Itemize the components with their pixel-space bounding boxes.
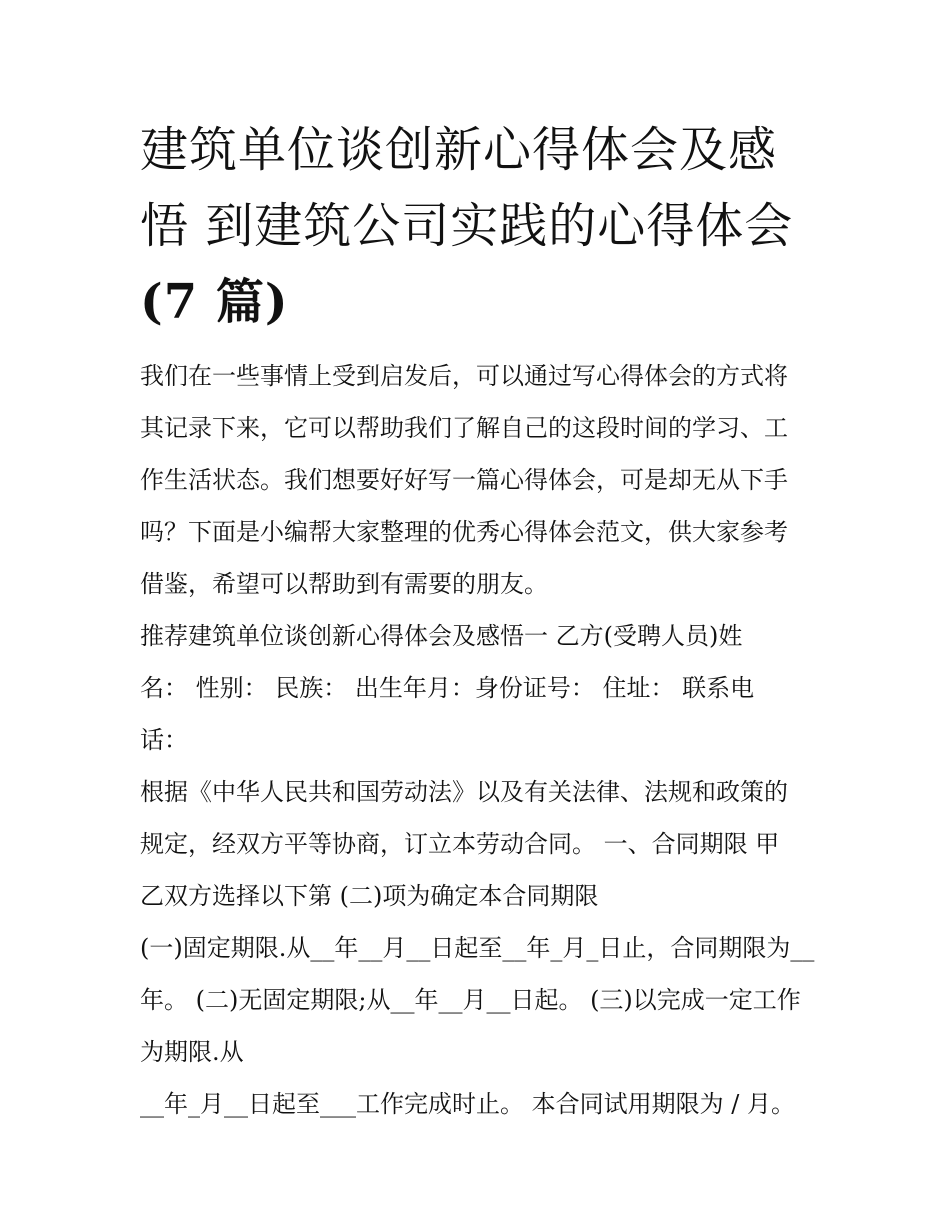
body-line-15: __年_月__日起至___工作完成时止。 本合同试用期限为 / 月。 [140,1090,795,1118]
body-line-3: 作生活状态。我们想要好好写一篇心得体会，可是却无从下手 [140,466,788,494]
body-line-12: (一)固定期限.从__年__月__日起至__年_月_日止，合同期限为__ [140,934,815,962]
body-line-14: 为期限.从 [140,1038,244,1066]
document-title [140,112,820,340]
body-line-1: 我们在一些事情上受到启发后，可以通过写心得体会的方式将 [140,362,788,390]
body-line-10: 规定，经双方平等协商，订立本劳动合同。 一、合同期限 甲 [140,830,780,858]
body-line-5: 借鉴，希望可以帮助到有需要的朋友。 [140,570,548,598]
body-line-7: 名： 性别： 民族： 出生年月：身份证号： 住址： 联系电 [140,674,755,702]
body-line-13: 年。 (二)无固定期限;从__年__月__日起。 (三)以完成一定工作 [140,986,801,1014]
title-line-1: 建筑单位谈创新心得体会及感 [140,122,778,178]
body-line-11: 乙双方选择以下第 (二)项为确定本合同期限 [140,882,599,910]
body-line-4: 吗？下面是小编帮大家整理的优秀心得体会范文，供大家参考 [140,518,788,546]
title-line-3: (7 篇) [140,274,289,330]
document-body [140,350,820,1130]
body-line-8: 话： [140,726,188,754]
body-line-2: 其记录下来，它可以帮助我们了解自己的这段时间的学习、工 [140,414,788,442]
body-line-9: 根据《中华人民共和国劳动法》以及有关法律、法规和政策的 [140,778,788,806]
body-line-6: 推荐建筑单位谈创新心得体会及感悟一 乙方(受聘人员)姓 [140,622,743,650]
title-line-2: 悟 到建筑公司实践的心得体会 [140,198,794,254]
document-page [140,112,820,1130]
